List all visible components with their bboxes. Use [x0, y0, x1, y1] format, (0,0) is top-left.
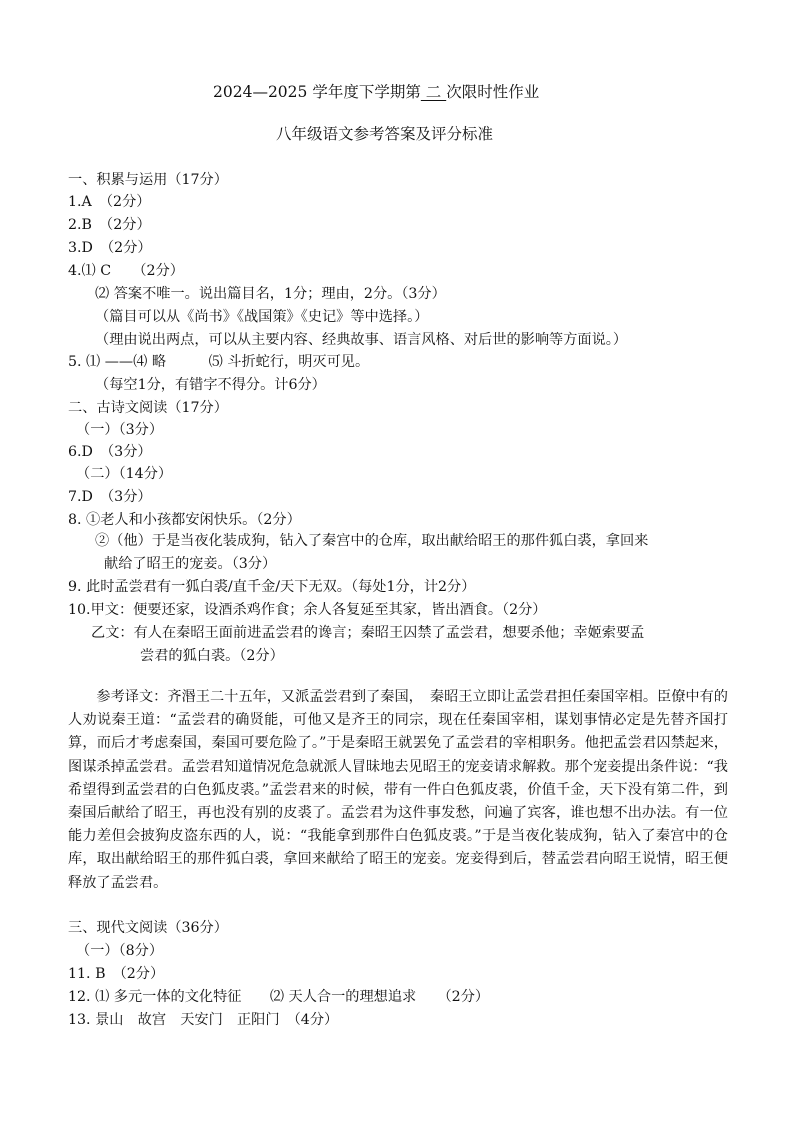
- answer-line: 7.D （3分）: [68, 489, 152, 505]
- document-title: [213, 82, 539, 102]
- answer-line: （二）（14分）: [76, 466, 173, 482]
- answer-line: 11. B （2分）: [68, 966, 165, 982]
- answer-line: 13. 景山 故宫 天安门 正阳门 （4分）: [68, 1012, 339, 1028]
- answer-line: 4.⑴ C （2分）: [68, 263, 184, 279]
- reference-translation: 参考译文：齐湣王二十五年，又派孟尝君到了秦国， 秦昭王立即让孟尝君担任秦国宰相。臣僚中有的人劝说秦王道：“孟尝君的确贤能，可他又是齐王的同宗，现在任秦国宰相，谋划事情必定是先替齐国打算，而后才考虑秦国，秦国可要危险了。”于是秦昭王就罢免了孟尝君的宰相职务。他把孟尝君囚禁起来，图谋杀掉孟尝君。孟尝君知道情况危急就派人冒昧地去见昭王的宠妾请求解救。那个宠妾提出条件说：“我希望得到孟尝君的白色狐皮裘。”孟尝君来的时候，带有一件白色狐皮裘，价值千金，天下没有第二件，到秦国后献给了昭王，再也没有别的皮裘了。孟尝君为这件事发愁，问遍了宾客，谁也想不出办法。有一位能力差但会披狗皮盗东西的人，说：“我能拿到那件白色狐皮裘。”于是当夜化装成狗，钻入了秦宫中的仓库，取出献给昭王的那件狐白裘，拿回来献给了昭王的宠妾。宠妾得到后，替孟尝君向昭王说情，昭王便释放了孟尝君。: [68, 689, 728, 891]
- answer-line: ⑵ 答案不唯一。说出篇目名，1分；理由，2分。（3分）: [95, 286, 446, 302]
- answer-line: 1.A （2分）: [68, 194, 151, 210]
- answer-line: 乙文：有人在秦昭王面前进孟尝君的谗言；秦昭王囚禁了孟尝君，想要杀他；幸姬索要孟: [91, 625, 645, 641]
- answer-line: 5. ⑴ ——⑷ 略 ⑸ 斗折蛇行，明灭可见。: [68, 354, 370, 370]
- answer-line: （篇目可以从《尚书》《战国策》《史记》等中选择。）: [95, 309, 429, 325]
- answer-line: 8. ①老人和小孩都安闲快乐。（2分）: [68, 512, 301, 528]
- section-heading-2: 二、古诗文阅读（17分）: [68, 400, 228, 416]
- document-subtitle: 八年级语文参考答案及评分标准: [276, 125, 494, 143]
- answer-line: （一）（3分）: [76, 422, 164, 438]
- title-prefix: 2024—2025 学年度下学期第: [213, 83, 421, 101]
- answer-line: 3.D （2分）: [68, 240, 152, 256]
- answer-line: 10.甲文：便要还家，设酒杀鸡作食；余人各复延至其家，皆出酒食。（2分）: [68, 602, 547, 618]
- answer-line: 9. 此时孟尝君有一狐白裘/直千金/天下无双。（每处1分，计2分）: [68, 579, 476, 595]
- answer-line: 6.D （3分）: [68, 444, 152, 460]
- section-heading-3: 三、现代文阅读（36分）: [68, 920, 228, 936]
- answer-line: 献给了昭王的宠妾。（3分）: [104, 556, 277, 572]
- answer-line: （每空1分，有错字不得分。计6分）: [95, 377, 326, 393]
- title-suffix: 次限时性作业: [446, 83, 540, 101]
- answer-line: 尝君的狐白裘。（2分）: [140, 648, 284, 664]
- answer-line: 2.B （2分）: [68, 217, 151, 233]
- answer-line: ②（他）于是当夜化装成狗，钻入了秦宫中的仓库，取出献给昭王的那件狐白裘，拿回来: [95, 533, 649, 549]
- answer-line: 12. ⑴ 多元一体的文化特征 ⑵ 天人合一的理想追求 （2分）: [68, 989, 490, 1005]
- title-blank: 二: [420, 83, 447, 101]
- answer-line: （理由说出两点，可以从主要内容、经典故事、语言风格、对后世的影响等方面说。）: [95, 332, 628, 348]
- answer-line: （一）（8分）: [76, 943, 164, 959]
- section-heading-1: 一、积累与运用（17分）: [68, 172, 228, 188]
